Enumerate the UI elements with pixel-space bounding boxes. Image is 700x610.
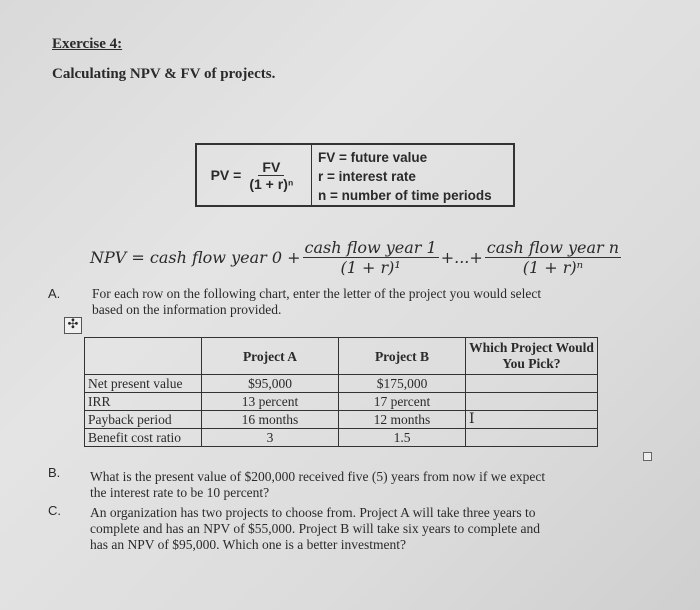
table-cell-b: 17 percent — [339, 393, 466, 411]
table-header-row — [85, 338, 598, 375]
section-c-line: has an NPV of $95,000. Which one is a better investment? — [90, 537, 406, 552]
npv-term1 — [303, 238, 439, 277]
pv-formula — [197, 145, 312, 205]
table-cell-a: 13 percent — [202, 393, 339, 411]
table-cell-a: 16 months — [202, 411, 339, 429]
table-cell-label: IRR — [85, 393, 202, 411]
exercise-subtitle: Calculating NPV & FV of projects. — [52, 66, 276, 82]
section-c-line: An organization has two projects to choose from. Project A will take three years to — [90, 505, 536, 520]
section-b-line: the interest rate to be 10 percent? — [90, 485, 270, 500]
npv-term1-denominator: (1 + r)¹ — [340, 258, 401, 277]
table-cell-pick[interactable] — [466, 393, 598, 411]
table-cell-label: Benefit cost ratio — [85, 429, 202, 447]
table-cell-a: $95,000 — [202, 375, 339, 393]
section-b-text — [90, 469, 545, 501]
section-c-line: complete and has an NPV of $55,000. Project B will take six years to complete and — [90, 521, 541, 536]
pv-formula-box — [195, 143, 515, 207]
table-row — [85, 429, 598, 447]
section-a-line: based on the information provided. — [92, 302, 282, 317]
npv-termn-denominator: (1 + r)ⁿ — [522, 258, 584, 277]
table-cell-b: $175,000 — [339, 375, 466, 393]
project-comparison-table — [84, 337, 598, 447]
table-cell-pick[interactable]: I — [466, 411, 598, 429]
table-row — [85, 393, 598, 411]
section-a-letter: A. — [48, 286, 61, 301]
pv-legend — [312, 145, 513, 205]
pv-legend-item: r = interest rate — [318, 169, 416, 184]
table-move-handle-icon[interactable]: ✣ — [64, 317, 82, 334]
table-resize-handle-icon[interactable] — [643, 452, 652, 461]
table-row — [85, 411, 598, 429]
section-b-letter: B. — [48, 465, 61, 480]
table-header-cell — [85, 338, 202, 375]
table-header-pick: Which Project Would You Pick? — [466, 338, 598, 375]
pv-legend-item: FV = future value — [318, 150, 428, 165]
npv-termn-numerator: cash flow year n — [486, 238, 620, 257]
table-cell-a: 3 — [202, 429, 339, 447]
section-a-line: For each row on the following chart, enter the letter of the project you would select — [92, 286, 542, 301]
pv-legend-item: n = number of time periods — [318, 188, 492, 203]
section-c-text — [90, 505, 540, 553]
npv-lhs: NPV = cash flow year 0 + — [90, 248, 301, 267]
table-header-project-a: Project A — [202, 338, 339, 375]
table-cell-pick[interactable] — [466, 429, 598, 447]
pv-lhs: PV = — [210, 167, 242, 183]
table-cell-label: Payback period — [85, 411, 202, 429]
table-header-project-b: Project B — [339, 338, 466, 375]
table-cell-pick[interactable] — [466, 375, 598, 393]
npv-termn — [485, 238, 621, 277]
table-cell-b: 12 months — [339, 411, 466, 429]
pv-fraction — [245, 159, 297, 192]
table-row — [85, 375, 598, 393]
exercise-title: Exercise 4: — [52, 36, 123, 52]
table-cell-b: 1.5 — [339, 429, 466, 447]
section-c-letter: C. — [48, 503, 61, 518]
pv-numerator: FV — [258, 159, 284, 176]
table-cell-label: Net present value — [85, 375, 202, 393]
section-a-text — [92, 286, 541, 318]
section-b-line: What is the present value of $200,000 received five (5) years from now if we expect — [90, 469, 546, 484]
npv-term1-numerator: cash flow year 1 — [304, 238, 437, 257]
pv-denominator: (1 + r)ⁿ — [249, 175, 294, 192]
npv-middle: +...+ — [440, 248, 483, 267]
npv-formula — [90, 238, 623, 277]
